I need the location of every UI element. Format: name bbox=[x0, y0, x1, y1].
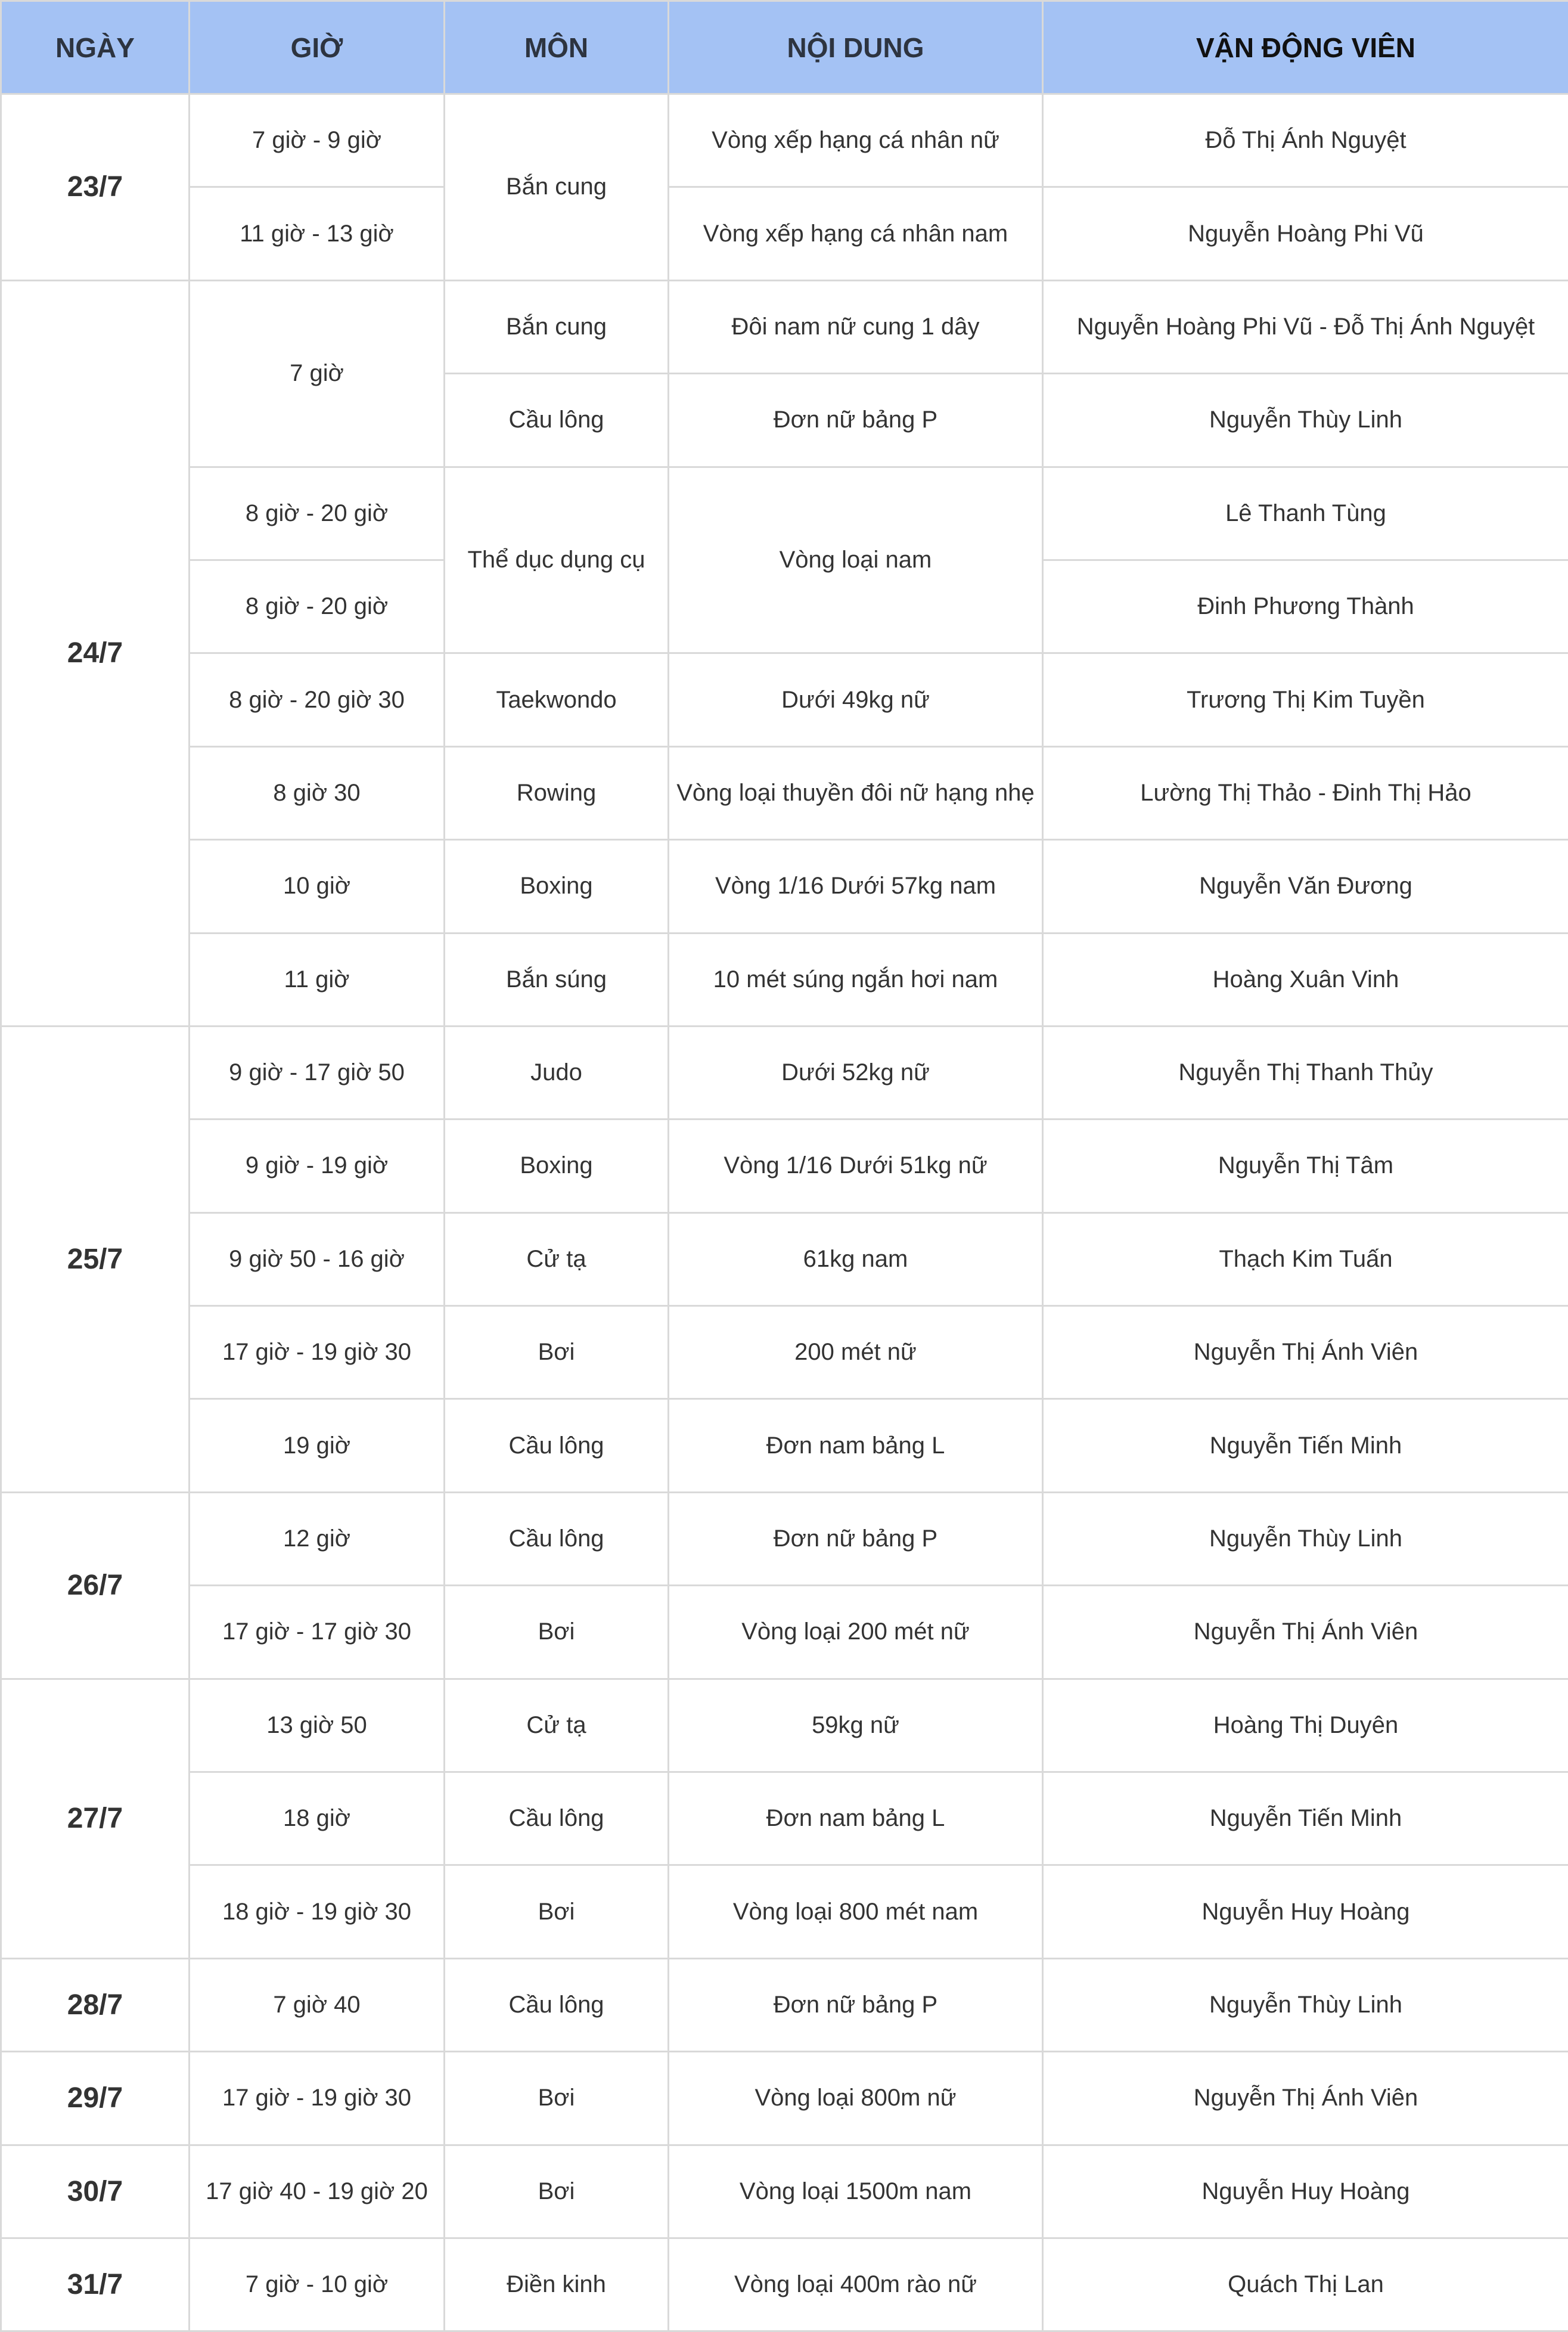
date-cell: 30/7 bbox=[1, 2145, 190, 2238]
header-time: GIỜ bbox=[190, 1, 445, 94]
event-cell: Dưới 52kg nữ bbox=[669, 1026, 1043, 1119]
time-cell: 7 giờ - 10 giờ bbox=[190, 2238, 445, 2331]
time-cell: 19 giờ bbox=[190, 1399, 445, 1492]
event-cell: Dưới 49kg nữ bbox=[669, 653, 1043, 746]
header-event: NỘI DUNG bbox=[669, 1, 1043, 94]
athlete-cell: Nguyễn Tiến Minh bbox=[1043, 1772, 1568, 1865]
athlete-cell: Nguyễn Huy Hoàng bbox=[1043, 1865, 1568, 1958]
time-cell: 9 giờ - 17 giờ 50 bbox=[190, 1026, 445, 1119]
athlete-cell: Nguyễn Thùy Linh bbox=[1043, 374, 1568, 467]
table-row bbox=[1, 1958, 1568, 2051]
athlete-cell: Lường Thị Thảo - Đinh Thị Hảo bbox=[1043, 746, 1568, 839]
sport-cell: Bắn cung bbox=[445, 280, 669, 373]
athlete-cell: Nguyễn Hoàng Phi Vũ - Đỗ Thị Ánh Nguyệt bbox=[1043, 280, 1568, 373]
time-cell: 8 giờ 30 bbox=[190, 746, 445, 839]
sport-cell: Bơi bbox=[445, 1865, 669, 1958]
event-cell: Vòng loại 400m rào nữ bbox=[669, 2238, 1043, 2331]
event-cell: Đơn nữ bảng P bbox=[669, 1958, 1043, 2051]
time-cell: 8 giờ - 20 giờ bbox=[190, 467, 445, 560]
athlete-cell: Đỗ Thị Ánh Nguyệt bbox=[1043, 94, 1568, 187]
sport-cell: Cầu lông bbox=[445, 374, 669, 467]
athlete-cell: Nguyễn Hoàng Phi Vũ bbox=[1043, 187, 1568, 280]
table-row bbox=[1, 467, 1568, 560]
sport-cell: Judo bbox=[445, 1026, 669, 1119]
table-row bbox=[1, 746, 1568, 839]
time-cell: 17 giờ 40 - 19 giờ 20 bbox=[190, 2145, 445, 2238]
athlete-cell: Lê Thanh Tùng bbox=[1043, 467, 1568, 560]
date-cell: 28/7 bbox=[1, 1958, 190, 2051]
athlete-cell: Nguyễn Thị Ánh Viên bbox=[1043, 1306, 1568, 1399]
event-cell: Đơn nữ bảng P bbox=[669, 1492, 1043, 1585]
event-cell: Đơn nữ bảng P bbox=[669, 374, 1043, 467]
date-cell: 23/7 bbox=[1, 94, 190, 281]
date-cell: 26/7 bbox=[1, 1492, 190, 1679]
event-cell: Vòng loại nam bbox=[669, 467, 1043, 653]
table-row bbox=[1, 187, 1568, 280]
table-row bbox=[1, 1120, 1568, 1212]
sport-cell: Bắn cung bbox=[445, 94, 669, 281]
time-cell: 8 giờ - 20 giờ 30 bbox=[190, 653, 445, 746]
sport-cell: Boxing bbox=[445, 1120, 669, 1212]
event-cell: 59kg nữ bbox=[669, 1679, 1043, 1772]
table-row bbox=[1, 1212, 1568, 1305]
event-cell: Đơn nam bảng L bbox=[669, 1399, 1043, 1492]
athlete-cell: Trương Thị Kim Tuyền bbox=[1043, 653, 1568, 746]
sport-cell: Cầu lông bbox=[445, 1492, 669, 1585]
table-row bbox=[1, 840, 1568, 933]
sport-cell: Bơi bbox=[445, 2052, 669, 2145]
time-cell: 7 giờ bbox=[190, 280, 445, 467]
time-cell: 12 giờ bbox=[190, 1492, 445, 1585]
time-cell: 11 giờ - 13 giờ bbox=[190, 187, 445, 280]
date-cell: 25/7 bbox=[1, 1026, 190, 1492]
time-cell: 13 giờ 50 bbox=[190, 1679, 445, 1772]
athlete-cell: Nguyễn Thị Ánh Viên bbox=[1043, 2052, 1568, 2145]
athlete-cell: Thạch Kim Tuấn bbox=[1043, 1212, 1568, 1305]
sport-cell: Thể dục dụng cụ bbox=[445, 467, 669, 653]
header-athlete: VẬN ĐỘNG VIÊN bbox=[1043, 1, 1568, 94]
sport-cell: Cầu lông bbox=[445, 1958, 669, 2051]
table-row bbox=[1, 653, 1568, 746]
event-cell: Vòng 1/16 Dưới 51kg nữ bbox=[669, 1120, 1043, 1212]
table-row bbox=[1, 2052, 1568, 2145]
sport-cell: Điền kinh bbox=[445, 2238, 669, 2331]
table-row bbox=[1, 2145, 1568, 2238]
date-cell: 29/7 bbox=[1, 2052, 190, 2145]
table-row bbox=[1, 1772, 1568, 1865]
athlete-cell: Đinh Phương Thành bbox=[1043, 560, 1568, 653]
date-cell: 27/7 bbox=[1, 1679, 190, 1958]
athlete-cell: Nguyễn Thùy Linh bbox=[1043, 1492, 1568, 1585]
athlete-cell: Hoàng Xuân Vinh bbox=[1043, 933, 1568, 1026]
table-row bbox=[1, 1492, 1568, 1585]
time-cell: 18 giờ - 19 giờ 30 bbox=[190, 1865, 445, 1958]
sport-cell: Rowing bbox=[445, 746, 669, 839]
sport-cell: Cầu lông bbox=[445, 1399, 669, 1492]
time-cell: 8 giờ - 20 giờ bbox=[190, 560, 445, 653]
table-row bbox=[1, 1026, 1568, 1119]
event-cell: Vòng xếp hạng cá nhân nam bbox=[669, 187, 1043, 280]
time-cell: 17 giờ - 19 giờ 30 bbox=[190, 2052, 445, 2145]
athlete-cell: Nguyễn Huy Hoàng bbox=[1043, 2145, 1568, 2238]
time-cell: 9 giờ 50 - 16 giờ bbox=[190, 1212, 445, 1305]
time-cell: 9 giờ - 19 giờ bbox=[190, 1120, 445, 1212]
athlete-cell: Nguyễn Thị Thanh Thủy bbox=[1043, 1026, 1568, 1119]
header-date: NGÀY bbox=[1, 1, 190, 94]
table-row bbox=[1, 1679, 1568, 1772]
time-cell: 17 giờ - 19 giờ 30 bbox=[190, 1306, 445, 1399]
time-cell: 10 giờ bbox=[190, 840, 445, 933]
sport-cell: Cử tạ bbox=[445, 1212, 669, 1305]
athlete-cell: Nguyễn Thùy Linh bbox=[1043, 1958, 1568, 2051]
sport-cell: Boxing bbox=[445, 840, 669, 933]
table-row bbox=[1, 1586, 1568, 1679]
time-cell: 7 giờ 40 bbox=[190, 1958, 445, 2051]
sport-cell: Bơi bbox=[445, 2145, 669, 2238]
athlete-cell: Hoàng Thị Duyên bbox=[1043, 1679, 1568, 1772]
header-sport: MÔN bbox=[445, 1, 669, 94]
date-cell: 31/7 bbox=[1, 2238, 190, 2331]
sport-cell: Cử tạ bbox=[445, 1679, 669, 1772]
athlete-cell: Nguyễn Tiến Minh bbox=[1043, 1399, 1568, 1492]
athlete-cell: Nguyễn Thị Tâm bbox=[1043, 1120, 1568, 1212]
event-cell: Vòng 1/16 Dưới 57kg nam bbox=[669, 840, 1043, 933]
sport-cell: Bơi bbox=[445, 1586, 669, 1679]
event-cell: 200 mét nữ bbox=[669, 1306, 1043, 1399]
event-cell: 61kg nam bbox=[669, 1212, 1043, 1305]
table-row bbox=[1, 1399, 1568, 1492]
event-cell: Vòng loại 1500m nam bbox=[669, 2145, 1043, 2238]
sport-cell: Cầu lông bbox=[445, 1772, 669, 1865]
sport-cell: Bắn súng bbox=[445, 933, 669, 1026]
sport-cell: Taekwondo bbox=[445, 653, 669, 746]
date-cell: 24/7 bbox=[1, 280, 190, 1026]
event-cell: 10 mét súng ngắn hơi nam bbox=[669, 933, 1043, 1026]
event-cell: Vòng loại thuyền đôi nữ hạng nhẹ bbox=[669, 746, 1043, 839]
time-cell: 18 giờ bbox=[190, 1772, 445, 1865]
athlete-cell: Nguyễn Văn Đương bbox=[1043, 840, 1568, 933]
event-cell: Đôi nam nữ cung 1 dây bbox=[669, 280, 1043, 373]
table-row bbox=[1, 94, 1568, 187]
athlete-cell: Quách Thị Lan bbox=[1043, 2238, 1568, 2331]
event-cell: Vòng loại 800m nữ bbox=[669, 2052, 1043, 2145]
time-cell: 17 giờ - 17 giờ 30 bbox=[190, 1586, 445, 1679]
table-row bbox=[1, 1306, 1568, 1399]
athlete-cell: Nguyễn Thị Ánh Viên bbox=[1043, 1586, 1568, 1679]
event-cell: Đơn nam bảng L bbox=[669, 1772, 1043, 1865]
table-row bbox=[1, 933, 1568, 1026]
event-cell: Vòng loại 800 mét nam bbox=[669, 1865, 1043, 1958]
event-cell: Vòng loại 200 mét nữ bbox=[669, 1586, 1043, 1679]
table-row bbox=[1, 280, 1568, 373]
time-cell: 7 giờ - 9 giờ bbox=[190, 94, 445, 187]
time-cell: 11 giờ bbox=[190, 933, 445, 1026]
sport-cell: Bơi bbox=[445, 1306, 669, 1399]
event-cell: Vòng xếp hạng cá nhân nữ bbox=[669, 94, 1043, 187]
table-row bbox=[1, 2238, 1568, 2331]
table-row bbox=[1, 1865, 1568, 1958]
header-row bbox=[1, 1, 1568, 94]
